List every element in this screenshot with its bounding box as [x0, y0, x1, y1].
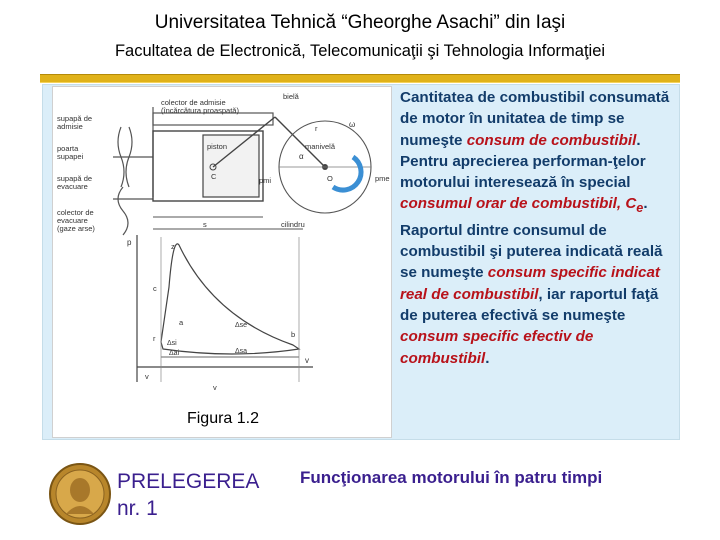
- label-poarta-2: supapei: [57, 152, 84, 161]
- label-v-axis: v: [305, 356, 309, 365]
- label-colector-evacuare-3: (gaze arse): [57, 224, 95, 233]
- label-vc: v: [145, 372, 149, 381]
- rotation-arrow: [333, 157, 361, 190]
- label-r: r: [315, 124, 318, 133]
- label-c: c: [153, 284, 157, 293]
- term-consum-specific-indicat: consum specific indicat real de combustibil: [400, 264, 660, 303]
- label-a: a: [179, 318, 184, 327]
- label-dsa: Δsa: [235, 348, 248, 355]
- exhaust-valve: [118, 187, 128, 235]
- label-r-point: r: [153, 334, 156, 343]
- engine-diagram: [53, 87, 391, 397]
- figure-caption: Figura 1.2: [186, 410, 260, 427]
- label-b: b: [291, 330, 296, 339]
- label-dse: Δse: [235, 322, 248, 329]
- label-pmi: pmi: [259, 176, 272, 185]
- lecture-label: [117, 468, 259, 522]
- label-supapa-evacuare-2: evacuare: [57, 182, 88, 191]
- lecture-label-line1: PRELEGEREA: [117, 470, 260, 493]
- label-omega: ω: [349, 120, 356, 129]
- label-cilindru: cilindru: [281, 220, 305, 229]
- label-p-axis: p: [127, 238, 132, 247]
- label-incarcatura: (încărcătura proaspată): [161, 106, 239, 115]
- label-supapa-admisie-2: admisie: [57, 122, 83, 131]
- text-segment-1: Cantitatea de combustibil consumată de motor în unitatea de timp se numeşte: [400, 89, 670, 149]
- term-consum-orar: consumul orar de combustibil, C: [400, 195, 637, 213]
- label-poarta-1: poarta: [57, 144, 79, 153]
- label-z: z: [171, 242, 175, 251]
- label-manivela: manivelă: [305, 142, 336, 151]
- accent-divider: [40, 74, 680, 83]
- label-supapa-evacuare-1: supapă de: [57, 174, 93, 183]
- label-pme: pme: [375, 174, 390, 183]
- label-point-c: C: [211, 172, 217, 181]
- term-consum-specific-efectiv: consum specific efectiv de combustibil: [400, 328, 594, 367]
- term-consum-orar-subscript: e: [636, 201, 644, 216]
- label-colector-admisie: colector de admisie: [161, 98, 226, 107]
- label-va: v: [213, 383, 217, 392]
- label-s: s: [203, 220, 207, 229]
- label-dsi: Δsi: [167, 340, 177, 347]
- lecture-topic: Funcţionarea motorului în patru timpi: [300, 468, 603, 487]
- label-dai: Δai: [169, 350, 180, 357]
- figure-1-2: [52, 86, 392, 438]
- text-segment-5: .: [485, 349, 490, 367]
- text-segment-3: . Raportul dintre consumul de combustibil şi puterea indicată reală se numeşte: [400, 195, 663, 282]
- term-consum-combustibil: consum de combustibil: [466, 131, 637, 149]
- text-segment-2: . Pentru aprecierea performan-ţelor motorului interesează în special: [400, 131, 646, 192]
- university-medal-logo: [48, 462, 112, 526]
- label-piston: piston: [207, 142, 228, 151]
- text-segment-4: , iar raportul faţă de puterea efectivă se numeşte: [400, 285, 659, 324]
- label-point-o: O: [327, 174, 333, 183]
- label-biela: bielă: [283, 92, 299, 101]
- faculty-title: Facultatea de Electronică, Telecomunicaţii şi Tehnologia Informaţiei: [114, 42, 606, 60]
- label-alpha: α: [299, 152, 304, 161]
- pv-cycle-curve: [161, 244, 299, 354]
- lecture-label-line2: nr. 1: [117, 497, 158, 520]
- definition-text: [400, 87, 676, 369]
- label-supapa-admisie-1: supapă de: [57, 114, 93, 123]
- label-colector-evacuare-1: colector de: [57, 208, 94, 217]
- university-title: Universitatea Tehnică “Gheorghe Asachi” din Iaşi: [154, 12, 566, 33]
- label-colector-evacuare-2: evacuare: [57, 216, 88, 225]
